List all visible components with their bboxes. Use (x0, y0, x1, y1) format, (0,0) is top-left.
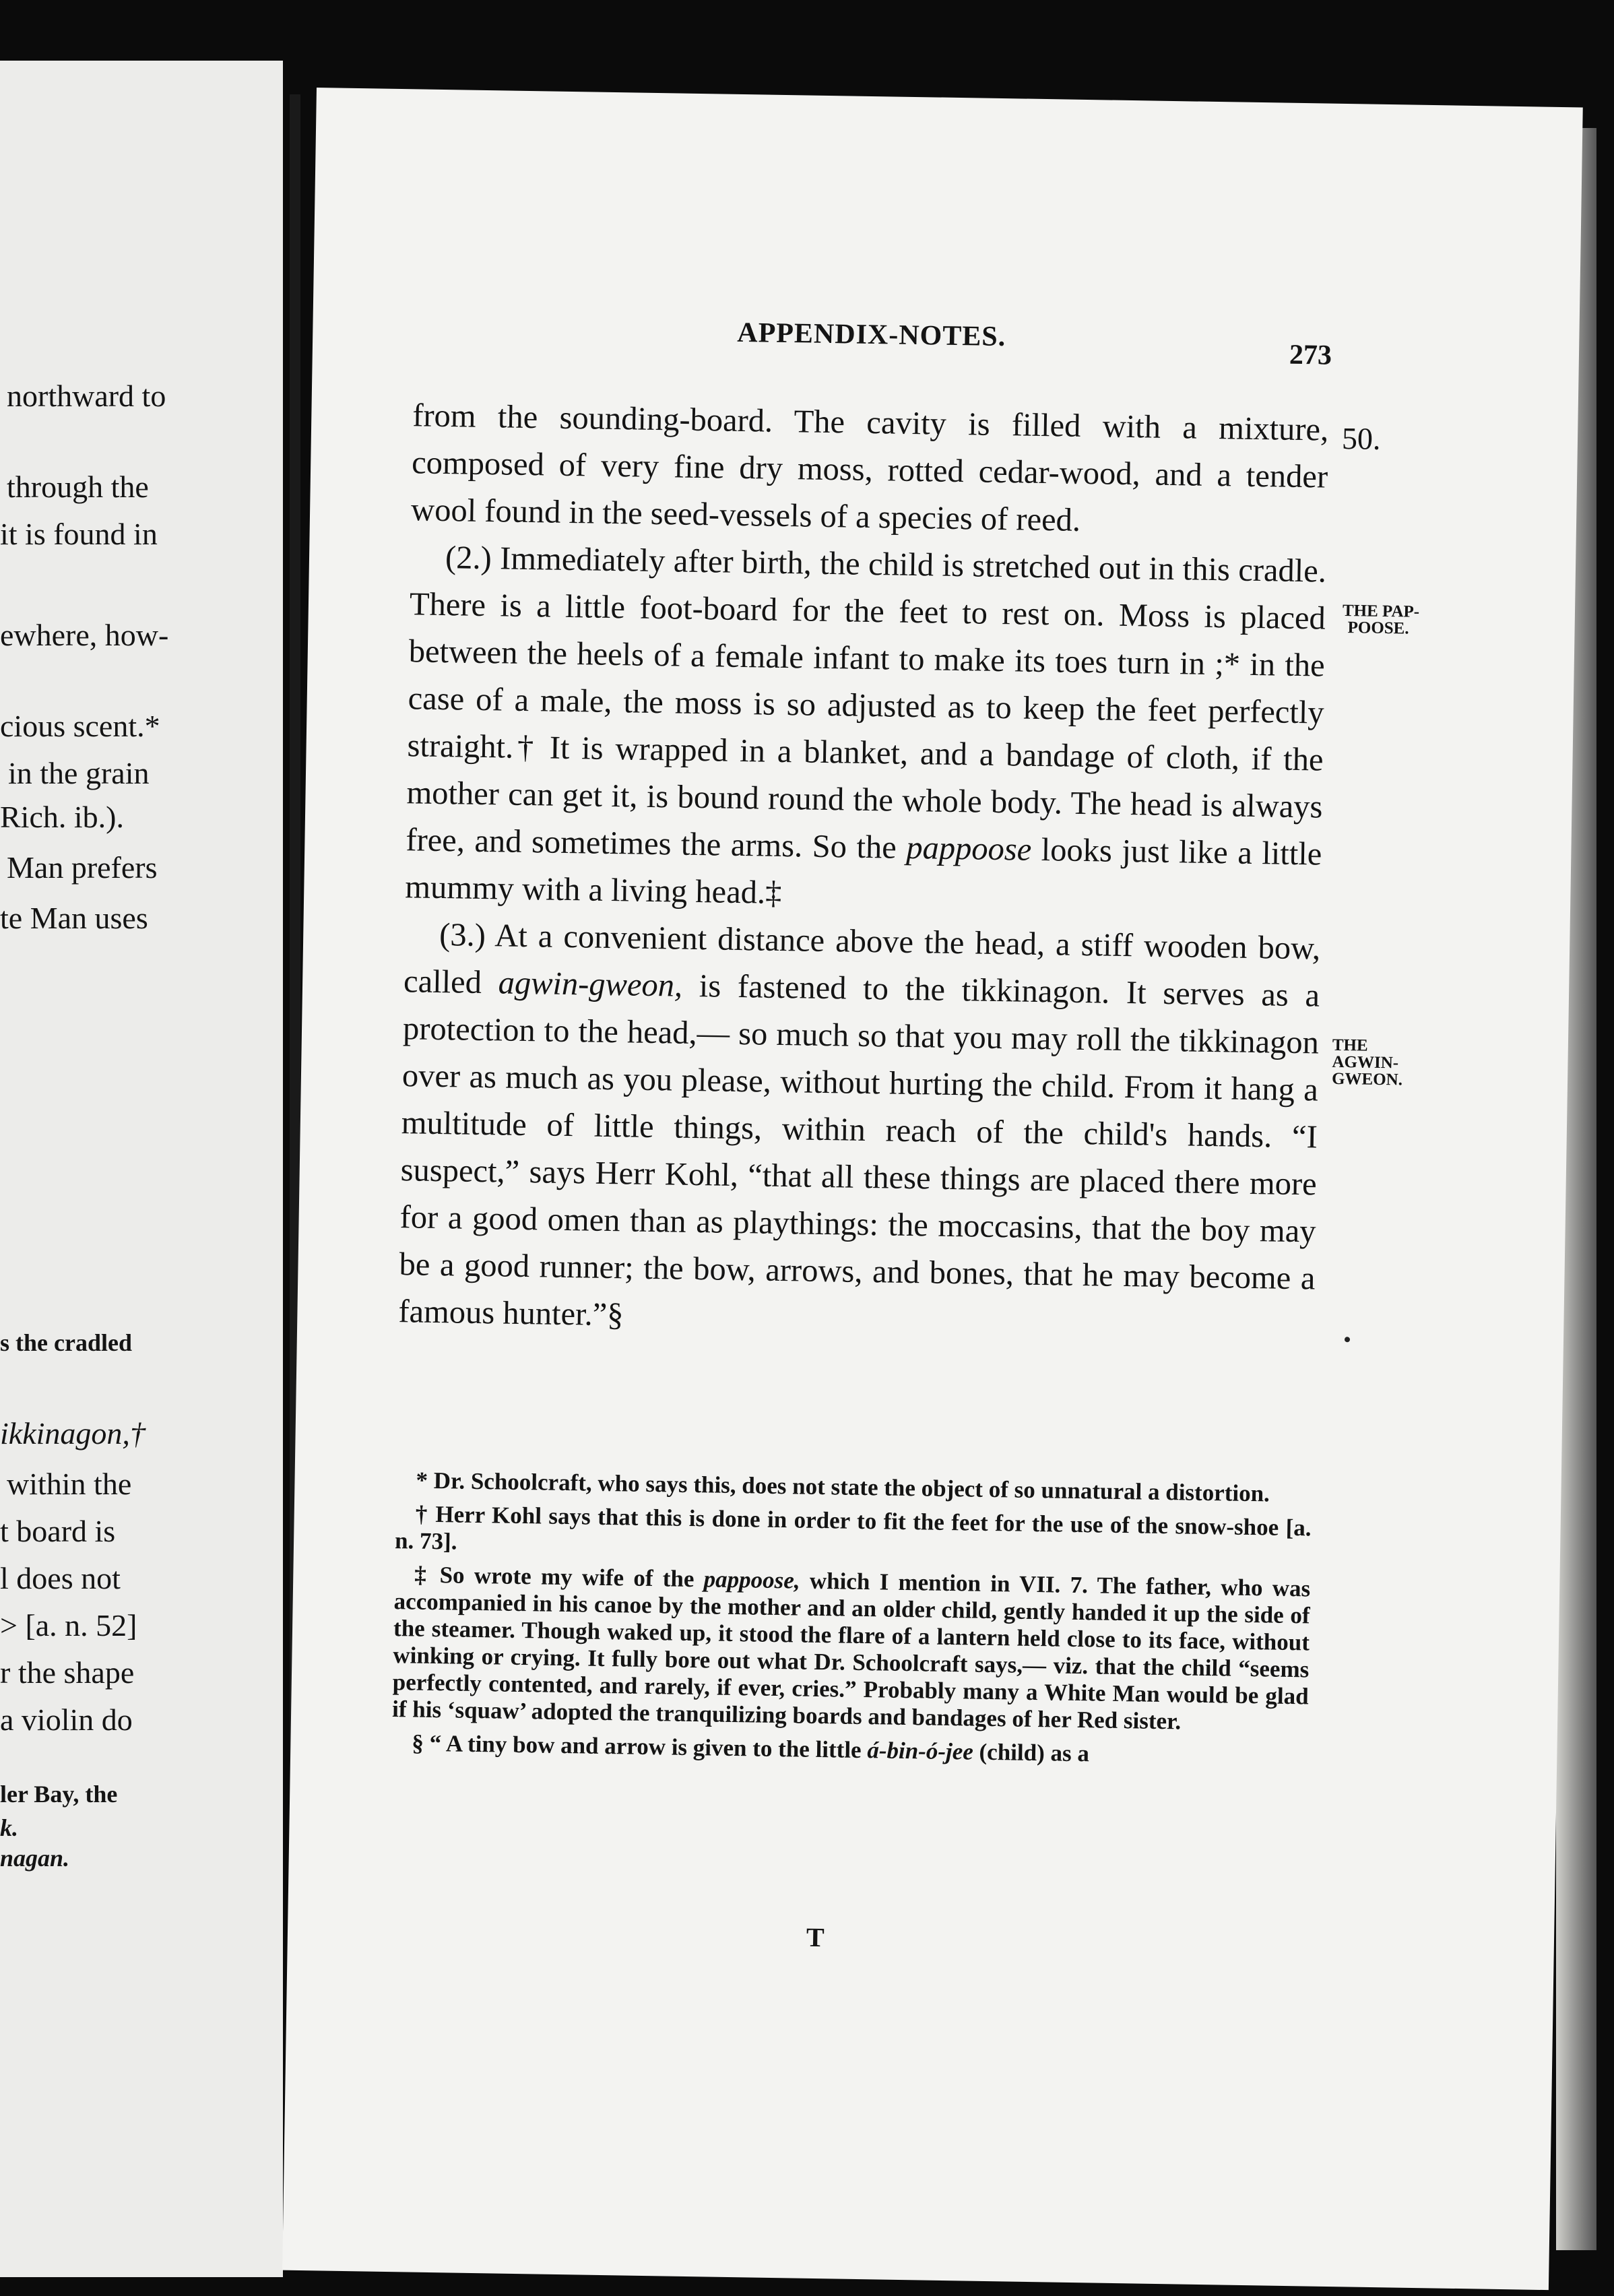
margin-note-pappoose: THE PAP- POOSE. (1342, 602, 1420, 638)
left-line: l does not (0, 1561, 121, 1595)
left-line: > [a. n. 52] (0, 1608, 137, 1643)
signature-mark: T (806, 1921, 825, 1953)
footnotes (391, 1467, 1312, 1777)
left-line: within the (7, 1467, 132, 1501)
left-line: t board is (0, 1514, 116, 1548)
left-line: ler Bay, the (0, 1781, 118, 1808)
margin-note-agwin-gweon: THE AGWIN- GWEON. (1331, 1035, 1403, 1089)
margin-section-number: 50. (1341, 420, 1381, 456)
body-text (398, 392, 1329, 1349)
left-line: r the shape (0, 1655, 135, 1690)
running-header: APPENDIX-NOTES. (737, 317, 1006, 353)
footnote-4: § “ A tiny bow and arrow is given to the little á-bin-ó-jee (child) as a (412, 1729, 1090, 1767)
left-line: ikkinagon,† (0, 1416, 146, 1450)
page-number: 273 (1289, 339, 1332, 371)
left-line: ewhere, how- (0, 618, 169, 652)
left-line: in the grain (8, 756, 150, 790)
left-line: te Man uses (0, 901, 148, 935)
left-line: s the cradled (0, 1329, 132, 1356)
paragraph-2: (2.) Immediately after birth, the child is stretched out in this cradle. There is a little foot-board for the feet to rest on. Moss is placed between the heels of a female infant to make its toes turn in ;* in the case of a male, the moss is so adjusted as to keep the feet perfectly straight.† It is wrapped in a blanket, and a bandage of cloth, if the mother can get it, is bound round the whole body. The head is always free, and sometimes the arms. So the pappoose looks just like a little mummy with a living head.‡ (404, 540, 1327, 911)
footnote-1: * Dr. Schoolcraft, who says this, does not state the object of so unnatural a distortion. (416, 1467, 1270, 1507)
left-line: through the (7, 470, 149, 504)
left-line: Rich. ib.). (0, 800, 124, 834)
left-facing-page (0, 61, 283, 2277)
stray-mark (1345, 1337, 1350, 1342)
paragraph-1: from the sounding-board. The cavity is filled with a mixture, composed of very fine dry moss, rotted cedar-wood, and a tender wool found in the seed-vessels of a species of reed. (410, 397, 1329, 538)
left-line: northward to (7, 379, 166, 413)
paragraph-3: (3.) At a convenient distance above the head, a stiff wooden bow, called agwin-gweon, is fastened to the tikkinagon. It serves as a protection to the head,— so much so that you may roll the tikkinagon over as much as you please, without hurting the child. From it hang a multitude of little things, within reach of the child's hands. “I suspect,” says Herr Kohl, “that all these things are placed there more for a good omen than as playthings: the moccasins, that the boy may be a good runner; the bow, arrows, and bones, that he may become a famous hunter.”§ (398, 917, 1321, 1333)
left-line: a violin do (0, 1702, 133, 1737)
footnote-2: † Herr Kohl says that this is done in order to fit the feet for the use of the snow-shoe [a. n. 73]. (394, 1500, 1312, 1555)
left-line: nagan. (0, 1845, 70, 1872)
left-line: cious scent.* (0, 709, 160, 743)
left-line: k. (0, 1814, 18, 1841)
right-page (282, 88, 1583, 2290)
left-line: it is found in (0, 517, 158, 551)
footnote-3: ‡ So wrote my wife of the pappoose, which I mention in VII. 7. The father, who was accompanied in his canoe by the mother and an older child, gently handed it up the side of the steamer. Though waked up, it stood the flare of a lantern held close to its face, without winking or crying. It fully bore out what Dr. Schoolcraft says,— viz. that the child “seems perfectly contented, and rarely, if ever, cries.” Probably many a White Man would be glad if his ‘squaw’ adopted the tranquilizing boards and bandages of her Red sister. (391, 1561, 1311, 1735)
left-line: Man prefers (7, 850, 158, 885)
